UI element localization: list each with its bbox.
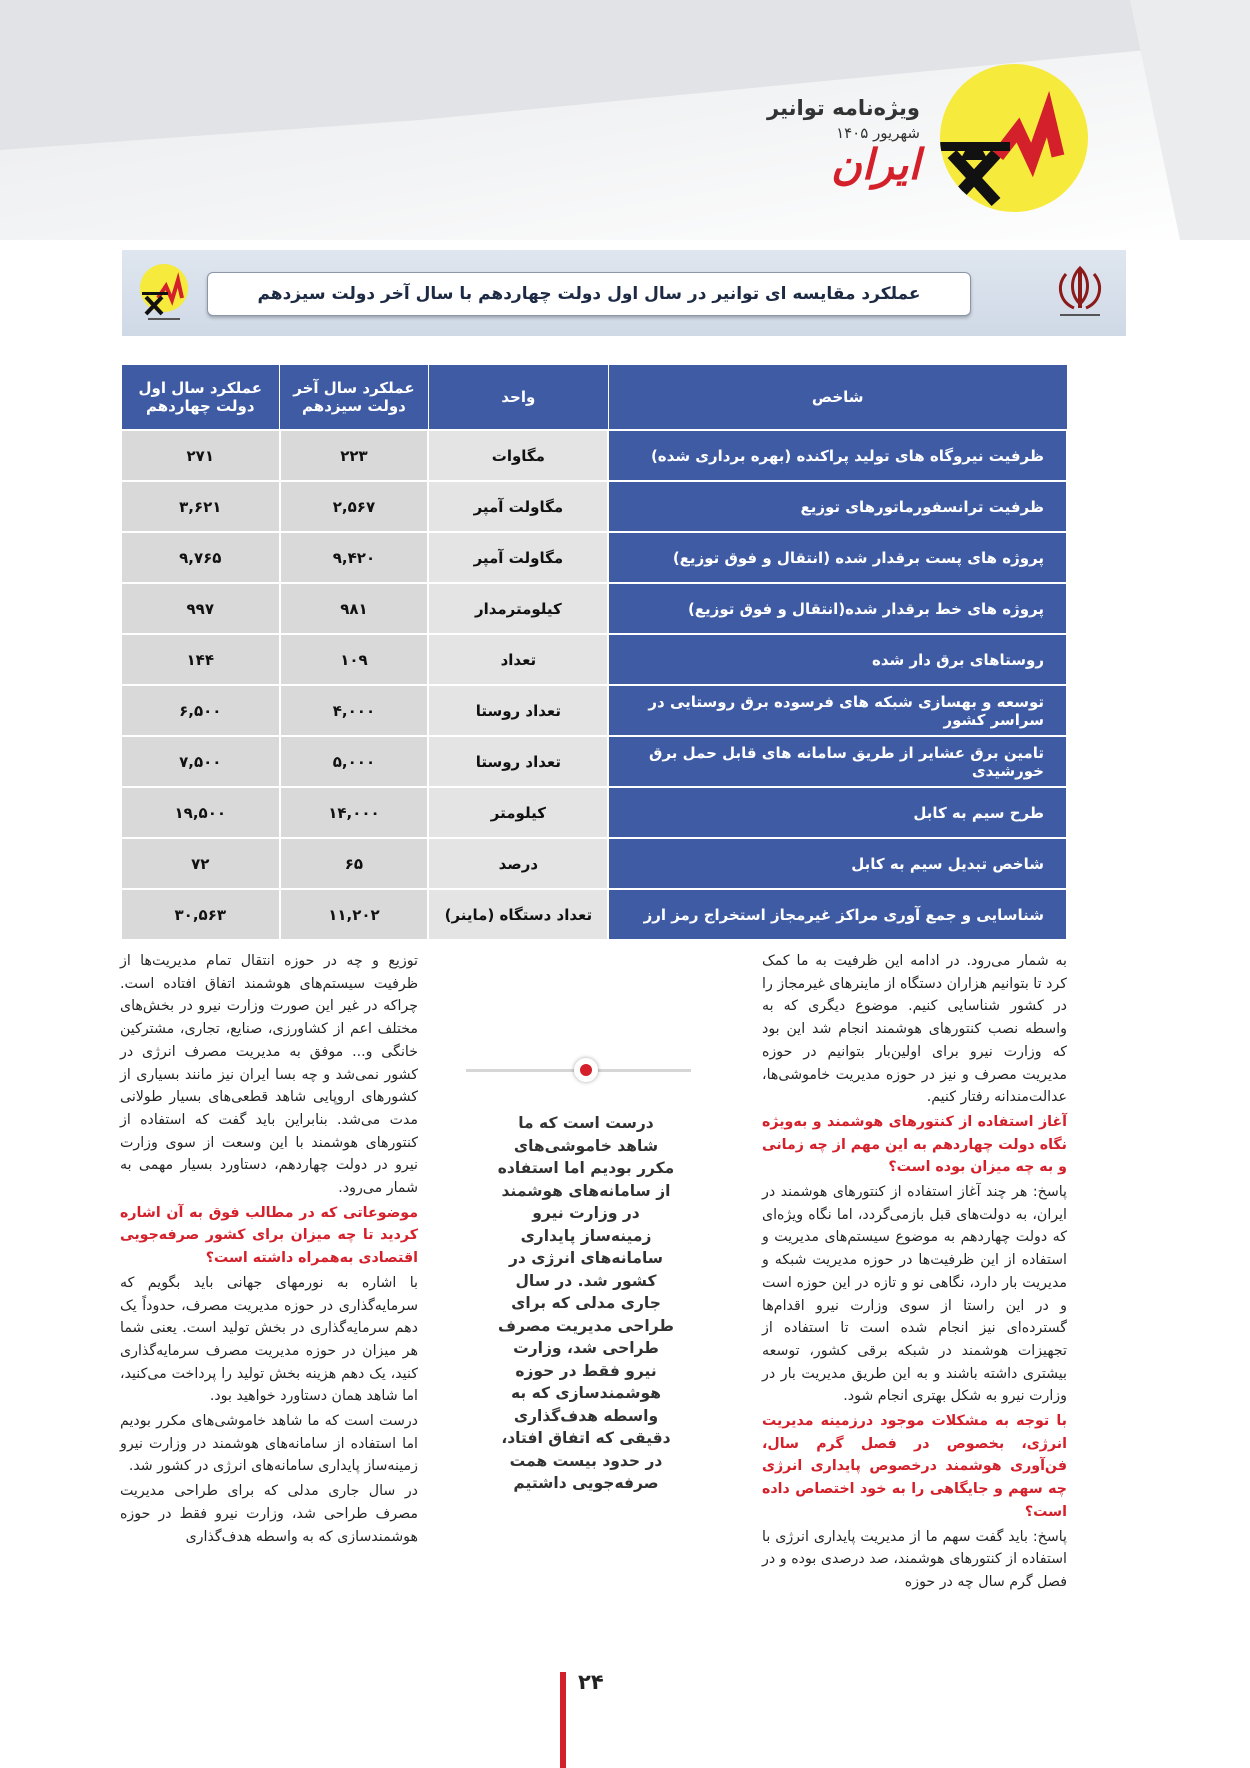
article-column-right [762, 950, 1067, 1596]
table-body [121, 430, 1067, 940]
table-header-row [121, 365, 1067, 431]
page-number: ۲۴ [578, 1670, 604, 1694]
issue-date: شهریور ۱۴۰۵ [836, 124, 920, 142]
table-row [121, 685, 1067, 736]
value-14th-cell: ۳۰,۵۶۳ [121, 889, 280, 940]
article-paragraph: درست است که ما شاهد خاموشی‌های مکرر بودیم اما استفاده از سامانه‌های هوشمند در وزارت نیرو زمینه‌ساز پایداری سامانه‌های انرژی در کشور شد. [120, 1413, 418, 1475]
value-13th-cell: ۴,۰۰۰ [280, 685, 429, 736]
table-row [121, 838, 1067, 889]
article-paragraph: در سال جاری مدلی که برای طراحی مدیریت مصرف طراحی شد، وزارت نیرو فقط در حوزه هوشمندسازی که به واسطه هدف‌گذاری [120, 1483, 418, 1545]
indicator-cell: پروژه های پست برقدار شده (انتقال و فوق توزیع) [608, 532, 1067, 583]
unit-cell: تعداد دستگاه (ماینر) [428, 889, 608, 940]
unit-cell: تعداد [428, 634, 608, 685]
iran-emblem-icon [1052, 264, 1108, 322]
indicator-cell: طرح سیم به کابل [608, 787, 1067, 838]
table-row [121, 583, 1067, 634]
table-row [121, 889, 1067, 940]
article-paragraph: با اشاره به نورمهای جهانی باید بگویم که سرمایه‌گذاری در حوزه مدیریت مصرف، حدوداً یک دهم سرمایه‌گذاری در بخش تولید است. یعنی شما هر میزان در حوزه مدیریت مصرف سرمایه‌گذاری کنید، یک دهم هزینه بخش تولید را پرداخت می‌کنید، اما شاهد همان دستاورد خواهید بود. [120, 1274, 418, 1405]
pull-quote-bullet-icon [574, 1058, 598, 1082]
value-13th-cell: ۲۲۳ [280, 430, 429, 481]
article-paragraph: به شمار می‌رود. در ادامه این ظرفیت به ما کمک کرد تا بتوانیم هزاران دستگاه از ماینرهای غیرمجاز را در کشور شناسایی کنیم. موضوع دیگری که به واسطه نصب کنتورهای هوشمند انجام شد این بود که وزارت نیرو برای اولین‌بار بتوانیم در حوزه مدیریت مصرف و نیز در حوزه مدیریت خاموشی‌ها، عدالت‌مندانه رفتار کنیم. [762, 953, 1067, 1106]
article-paragraph: پاسخ: باید گفت سهم ما از مدیریت پایداری انرژی با استفاده از کنتورهای هوشمند، صد درصدی بوده و در فصل گرم سال چه در حوزه [762, 1528, 1067, 1590]
value-13th-cell: ۶۵ [280, 838, 429, 889]
section-banner [122, 250, 1126, 336]
newspaper-name: ایران [830, 140, 920, 189]
banner-title: عملکرد مقایسه ای توانیر در سال اول دولت چهاردهم با سال آخر دولت سیزدهم [207, 272, 971, 316]
tavanir-logo-icon [134, 262, 194, 324]
value-14th-cell: ۹۹۷ [121, 583, 280, 634]
indicator-cell: پروژه های خط برقدار شده(انتقال و فوق توزیع) [608, 583, 1067, 634]
value-14th-cell: ۶,۵۰۰ [121, 685, 280, 736]
value-13th-cell: ۱۴,۰۰۰ [280, 787, 429, 838]
interview-question: موضوعاتی که در مطالب فوق به آن اشاره کردید تا چه میزان برای کشور صرفه‌جویی اقتصادی به‌همراه داشته است؟ [120, 1204, 418, 1267]
article-paragraph: پاسخ: هر چند آغاز استفاده از کنتورهای هوشمند در ایران، به دولت‌های قبل بازمی‌گردد، اما نگاه ویژه‌ای که دولت چهاردهم به موضوع سیستم‌های مدیریت و استفاده از این ظرفیت‌ها در حوزه مدیریت شبکه و مدیریت بار دارد، نگاهی نو و تازه در این حوزه است و در این راستا از سوی وزارت نیرو اقدام‌ها گسترده‌ای نیز انجام شده است تا استفاده از تجهیزات هوشمند در شبکه برقی کشور، توسعه بیشتری داشته باشند و به این طریق مدیریت بار در وزارت نیرو به شکل بهتری انجام شود. [762, 1184, 1067, 1405]
table-row [121, 532, 1067, 583]
value-13th-cell: ۱۰۹ [280, 634, 429, 685]
article-paragraph: توزیع و چه در حوزه انتقال تمام مدیریت‌ها از ظرفیت سیستم‌های هوشمند اتفاق افتاده است. چراکه در غیر این صورت وزارت نیرو در بخش‌های مختلف اعم از کشاورزی، صنایع، تجاری، مشترکین خانگی و... موفق به مدیریت مصرف انرژی در کشور نمی‌شد و چه بسا ایران نیز مانند بسیاری از کشورهای اروپایی شاهد قطعی‌های بسیار طولانی مدت می‌شد. بنابراین باید گفت که استفاده از کنتورهای هوشمند با این وسعت از سوی وزارت نیرو در دولت چهاردهم، دستاورد بسیار مهمی به شمار می‌رود. [120, 953, 418, 1197]
magazine-title: ویژه‌نامه توانیر [767, 96, 920, 120]
value-14th-cell: ۷,۵۰۰ [121, 736, 280, 787]
indicator-cell: شاخص تبدیل سیم به کابل [608, 838, 1067, 889]
unit-cell: درصد [428, 838, 608, 889]
value-14th-cell: ۱۹,۵۰۰ [121, 787, 280, 838]
interview-question: آغاز استفاده از کنتورهای هوشمند و به‌ویژه نگاه دولت چهاردهم به این مهم از چه زمانی و به چه میزان بوده است؟ [762, 1113, 1067, 1176]
value-13th-cell: ۹,۴۲۰ [280, 532, 429, 583]
value-13th-cell: ۲,۵۶۷ [280, 481, 429, 532]
unit-cell: کیلومتر [428, 787, 608, 838]
value-14th-cell: ۷۲ [121, 838, 280, 889]
value-13th-cell: ۹۸۱ [280, 583, 429, 634]
value-14th-cell: ۹,۷۶۵ [121, 532, 280, 583]
header-first-year-14th: عملکرد سال اول دولت چهاردهم [121, 365, 280, 431]
comparison-table [120, 364, 1068, 941]
pull-quote: درست است که ما شاهد خاموشی‌های مکرر بودیم اما استفاده از سامانه‌های هوشمند در وزارت نیرو زمینه‌ساز پایداری سامانه‌های انرژی در کشور شد. در سال جاری مدلی که برای طراحی مدیریت مصرف طراحی شد، وزارت نیرو فقط در حوزه هوشمندسازی که به واسطه هدف‌گذاری دقیقی که اتفاق افتاد، در حدود بیست همت صرفه‌جویی داشتیم [497, 1114, 675, 1492]
unit-cell: مگاولت آمپر [428, 481, 608, 532]
table-row [121, 787, 1067, 838]
table-row [121, 634, 1067, 685]
table-row [121, 736, 1067, 787]
header-last-year-13th: عملکرد سال آخر دولت سیزدهم [280, 365, 429, 431]
article-column-left [120, 950, 418, 1550]
tavanir-logo-icon [940, 64, 1088, 212]
value-14th-cell: ۲۷۱ [121, 430, 280, 481]
indicator-cell: تامین برق عشایر از طریق سامانه های قابل حمل برق خورشیدی [608, 736, 1067, 787]
value-13th-cell: ۱۱,۲۰۲ [280, 889, 429, 940]
value-14th-cell: ۳,۶۲۱ [121, 481, 280, 532]
interview-question: با توجه به مشکلات موجود درزمینه مدیریت انرژی، بخصوص در فصل گرم سال، فن‌آوری هوشمند درخصوص پایداری انرژی چه سهم و جایگاهی را به خود اختصاص داده است؟ [762, 1413, 1067, 1520]
table-row [121, 481, 1067, 532]
unit-cell: تعداد روستا [428, 736, 608, 787]
value-13th-cell: ۵,۰۰۰ [280, 736, 429, 787]
indicator-cell: ظرفیت ترانسفورماتورهای توزیع [608, 481, 1067, 532]
indicator-cell: ظرفیت نیروگاه های تولید پراکنده (بهره برداری شده) [608, 430, 1067, 481]
page-number-bar [560, 1672, 566, 1768]
indicator-cell: روستاهای برق دار شده [608, 634, 1067, 685]
unit-cell: کیلومترمدار [428, 583, 608, 634]
indicator-cell: شناسایی و جمع آوری مراکز غیرمجاز استخراج رمز ارز [608, 889, 1067, 940]
unit-cell: مگاولت آمپر [428, 532, 608, 583]
magazine-branding [767, 96, 920, 188]
unit-cell: مگاوات [428, 430, 608, 481]
indicator-cell: توسعه و بهسازی شبکه های فرسوده برق روستایی در سراسر کشور [608, 685, 1067, 736]
value-14th-cell: ۱۴۴ [121, 634, 280, 685]
header-unit: واحد [428, 365, 608, 431]
unit-cell: تعداد روستا [428, 685, 608, 736]
header-indicator: شاخص [608, 365, 1067, 431]
table-row [121, 430, 1067, 481]
